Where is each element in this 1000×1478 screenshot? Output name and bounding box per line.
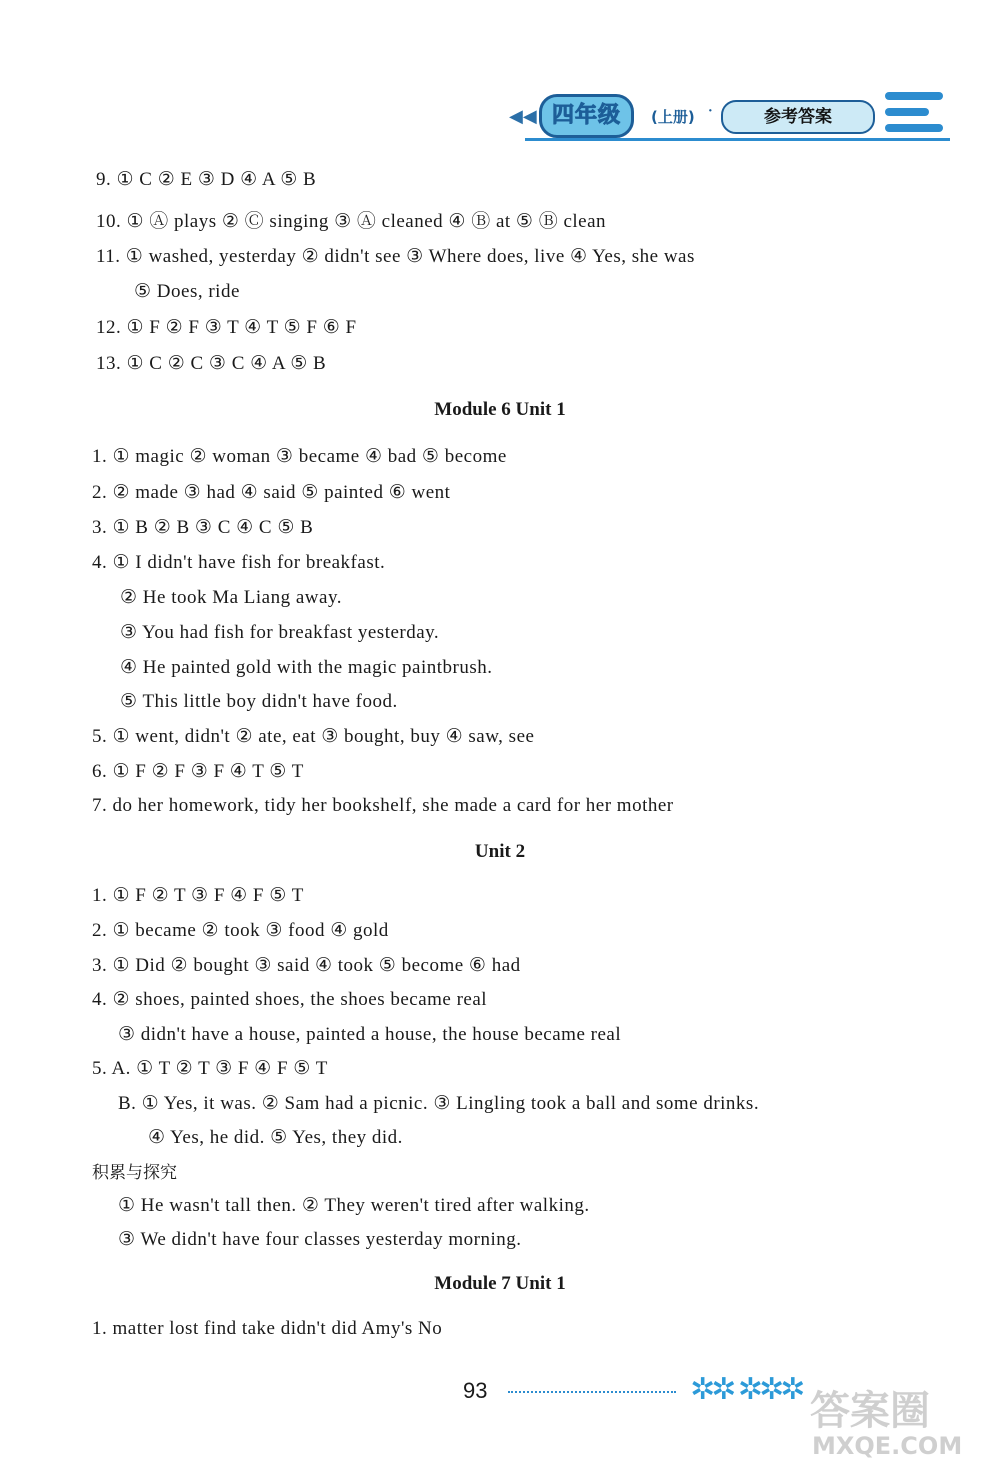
answer-line: 1. matter lost find take didn't did Amy's No	[92, 1318, 443, 1339]
answer-line: ③ didn't have a house, painted a house, the house became real	[118, 1024, 622, 1045]
watermark-en: MXQE.COM	[812, 1432, 963, 1460]
answer-line: 7. do her homework, tidy her bookshelf, she made a card for her mother	[92, 795, 674, 816]
watermark-logo	[808, 1380, 968, 1460]
answer-line-13: 13. ① C ② C ③ C ④ A ⑤ B	[96, 353, 327, 374]
answer-line-9: 9. ① C ② E ③ D ④ A ⑤ B	[96, 169, 317, 190]
answer-line: B. ① Yes, it was. ② Sam had a picnic. ③ Lingling took a ball and some drinks.	[118, 1093, 760, 1114]
answer-line: ③ You had fish for breakfast yesterday.	[120, 622, 440, 643]
answer-line: 3. ① Did ② bought ③ said ④ took ⑤ become ⑥ had	[92, 955, 521, 976]
section-label: 参考答案	[721, 100, 875, 134]
double-arrow-left-icon: ◀◀	[509, 106, 537, 127]
answer-line-12: 12. ① F ② F ③ T ④ T ⑤ F ⑥ F	[96, 317, 357, 338]
answer-line: 5. A. ① T ② T ③ F ④ F ⑤ T	[92, 1058, 328, 1079]
footer-dotted-rule	[508, 1391, 676, 1393]
answer-line: 6. ① F ② F ③ F ④ T ⑤ T	[92, 761, 304, 782]
answer-line: 2. ① became ② took ③ food ④ gold	[92, 920, 389, 941]
header-rule	[525, 138, 950, 141]
section-title-module6-unit1: Module 6 Unit 1	[434, 399, 566, 420]
book-stack-icon	[885, 88, 945, 138]
answer-line-11: 11. ① washed, yesterday ② didn't see ③ Where does, live ④ Yes, she was	[96, 246, 695, 267]
answer-line: 5. ① went, didn't ② ate, eat ③ bought, buy ④ saw, see	[92, 726, 535, 747]
answer-line: ② He took Ma Liang away.	[120, 587, 342, 608]
header-dot: ·	[707, 100, 714, 122]
answer-line-11-cont: ⑤ Does, ride	[134, 281, 240, 302]
answer-line: ① He wasn't tall then. ② They weren't tired after walking.	[118, 1195, 590, 1216]
page-number: 93	[463, 1378, 488, 1403]
answer-line: 4. ② shoes, painted shoes, the shoes became real	[92, 989, 488, 1010]
section-title-unit2: Unit 2	[474, 841, 526, 862]
grade-volume: (上册)	[651, 108, 695, 126]
answer-line: ④ He painted gold with the magic paintbrush.	[120, 657, 493, 678]
answer-line: ④ Yes, he did. ⑤ Yes, they did.	[148, 1127, 403, 1148]
answer-line: 3. ① B ② B ③ C ④ C ⑤ B	[92, 517, 314, 538]
grade-badge: 四年级	[539, 94, 634, 138]
answer-line: 1. ① F ② T ③ F ④ F ⑤ T	[92, 885, 304, 906]
answer-line: ③ We didn't have four classes yesterday morning.	[118, 1229, 522, 1250]
answer-line: 4. ① I didn't have fish for breakfast.	[92, 552, 386, 573]
subsection-title-accumulation: 积累与探究	[92, 1163, 177, 1183]
page-header	[505, 88, 950, 146]
answer-line: 2. ② made ③ had ④ said ⑤ painted ⑥ went	[92, 482, 451, 503]
section-title-module7-unit1: Module 7 Unit 1	[434, 1273, 566, 1294]
answer-line-10: 10. ① Ⓐ plays ② Ⓒ singing ③ Ⓐ cleaned ④ Ⓑ at ⑤ Ⓑ clean	[96, 211, 607, 232]
answer-line: ⑤ This little boy didn't have food.	[120, 691, 398, 712]
answer-line: 1. ① magic ② woman ③ became ④ bad ⑤ become	[92, 446, 507, 467]
watermark-cn: 答案圈	[810, 1388, 930, 1434]
star-decoration-icon: ✲✲ ✲✲✲	[690, 1372, 802, 1407]
